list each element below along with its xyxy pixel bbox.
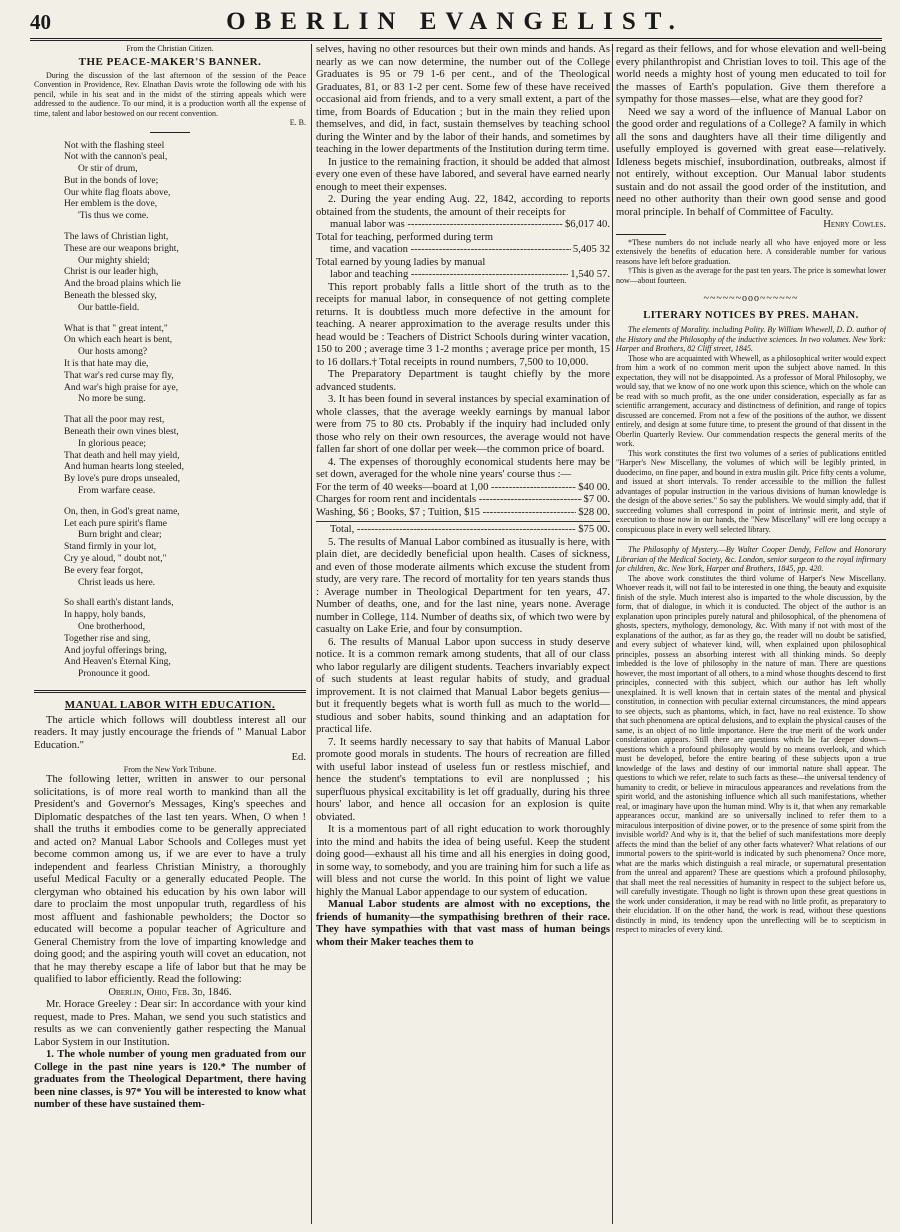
poem-line: And Heaven's Eternal King, — [64, 657, 171, 668]
paragraph: Need we say a word of the influence of Manual Labor on the good order and regulations of a College? A family in which all the sons and daughters have all their time diligently and usefully employed is governed with great ease—relatively. Idleness begets mischief, insubordination, outbreaks, almost if not entirely, without exception. Our Manual labor students sustain and do not assail the good order of the institution, and need no other authority than their own good sense and good moral principle. In behalf of Committee of Faculty. — [616, 106, 886, 218]
paragraph: 4. The expenses of thoroughly economical students here may be set down, averaged for the whole nine years' course thus :— — [316, 456, 610, 480]
poem-line: By love's pure drops unsealed, — [64, 474, 180, 485]
column-divider — [311, 44, 312, 1224]
paragraph: 2. During the year ending Aug. 22, 1842, according to reports obtained from the students, the amount of their receipts for — [316, 194, 610, 218]
poem-line: Burn bright and clear; — [78, 530, 162, 541]
divider — [616, 234, 666, 235]
column-right — [616, 44, 886, 1224]
paragraph: selves, having no other resources but their own minds and hands. As nearly as we can now determine, the number out of the College Graduates is 95 or 79 1-6 per cent., and of the Theological Graduates, 81, or 83 1-2 per cent. Some few of these have received occasional aid from friends, and to a very small extent, a part of the time, from Boards of Education ; but in the main they relied upon themselves, and did, in fact, sustain themselves by teaching school during the Winter and by the labor of their hands, and sometimes by teaching in the lower departments of the Institution during term time. — [316, 44, 610, 155]
stanza — [64, 598, 306, 681]
expense-row — [316, 494, 610, 507]
poem-line: Stand firmly in your lot, — [64, 542, 157, 553]
masthead — [30, 8, 880, 38]
paragraph: This report probably falls a little short of the truth as to the receipts for manual labor, in consequence of not getting complete returns. It is doubtless much more defective in the amount for teaching. A nearer approximation to the average results under this head would be : Teachers of District Schools during winter vacation, 150 to 200 ; average time 3 1-2 months ; average price per month, 15 to 16 dollars.† Total receipts in round numbers, 7,500 to 10,000. — [316, 281, 610, 368]
poem-line: And war's high praise for aye, — [64, 382, 179, 393]
divider — [616, 539, 886, 540]
poem-line: In happy, holy bands, — [64, 610, 146, 621]
poem-line: That all the poor may rest, — [64, 415, 165, 426]
salutation: Mr. Horace Greeley : Dear sir: In accordance with your kind request, made to Pres. Mahan, we send you such statistics and results as we can conveniently gather respecting the Manual Labor System in our Institution. — [34, 999, 306, 1048]
row-label: Total for teaching, performed during term — [316, 231, 493, 243]
expense-row — [316, 482, 610, 495]
row-label: Total, ----- — [330, 524, 576, 537]
row-label: time, and vacation ----- — [330, 244, 571, 257]
poem-line: These are our weapons bright, — [64, 243, 179, 254]
stanza — [64, 141, 306, 224]
row-label: Charges for room rent and incidentals ----- — [316, 494, 582, 507]
poem-line: And joyful offerings bring, — [64, 645, 167, 656]
section-title: LITERARY NOTICES BY PRES. MAHAN. — [643, 310, 859, 321]
poem-line: On, then, in God's great name, — [64, 506, 180, 517]
paragraph: regard as their fellows, and for whose elevation and well-being every philanthropist and Christian loves to toil. This age of the world needs a mighty host of young men educated to toil for the masses of Earth's population. Give them therefore a sympathy for those masses—else, what are they good for? — [616, 44, 886, 105]
poem-line: Christ leads us here. — [78, 577, 156, 588]
poem-line: Not with the flashing steel — [64, 140, 165, 151]
paragraph: It is a momentous part of all right education to work thoroughly into the mind and habits the idea of being useful. Keep the student doing good—exhaust all his time and all his energies in doing good, in some way, to somebody, and you are training him for such a life as will bless and not curse the world. In this point of light we value highly the Manual Labor appendage to our system of education. — [316, 824, 610, 898]
paragraph: 5. The results of Manual Labor combined as itusually is here, with plain diet, are decidedly beneficial upon health. Cases of sickness, and even of those moderate ailments which excuse the student from study, are very rare. The record of mortality for ten years stands thus : Average number in Theological Department for ten years, 47. Number of deaths, one, and for the last nine, years none. Average number in College, 114. Number of deaths six, of which two were by casualty on Lake Erie, and four by consumption. — [316, 536, 610, 635]
footnote: *These numbers do not include nearly all who have enjoyed more or less extensively the benefits of education here. A considerable number for various reasons have left before graduation. — [616, 237, 886, 266]
stanza — [64, 232, 306, 315]
book-citation: The elements of Morality. including Polity. By William Whewell, D. D. author of the History and the Philosophy of the inductive sciences. In two volumes. New York: Harper and Brothers, 82 Cliff street, 1845. — [616, 325, 886, 353]
receipts-row — [316, 219, 610, 232]
review-paragraph: This work constitutes the first two volumes of a series of publications entitled "Harper's New Miscellany, the volumes of which will be legibly printed, in duodecimo, on fine paper, and bound in extra muslin gilt. Price fifty cents a volume, and issued at short intervals. To render accessible to the million the fullest advantages of popular instruction in the various divisions of human knowledge is the design of the above series." So say the publishers. We would simply add, that if succeeding volumes shall correspond in point of intrinsic merit, and style of execution to those now in our hands, the "New Miscellany" will ere long occupy a conspicuous place in every well selected library. — [616, 448, 886, 534]
source-line: From the New York Tribune. — [123, 764, 217, 774]
row-value: 1,540 57. — [570, 269, 610, 280]
poem-line: That death and hell may yield, — [64, 450, 180, 461]
row-label: Total earned by young ladies by manual — [316, 256, 486, 268]
poem-intro: During the discussion of the last afternoon of the session of the Peace Convention in Providence, Rev. Elnathan Davis wrote the following ode with his pencil, while in his seat and in the midst of the stirring appeals which were addressed to the audience. To our mind, it is a production worth all the expense of time, talent and labor bestowed on our recent convention. — [34, 70, 306, 118]
row-label: For the term of 40 weeks—board at 1,00 ----- — [316, 482, 576, 495]
poem-line: So shall earth's distant lands, — [64, 598, 174, 609]
poem-line: What is that " great intent," — [64, 323, 168, 334]
row-label: Washing, $6 ; Books, $7 ; Tuition, $15 ----- — [316, 507, 576, 520]
row-value: $40 00. — [578, 481, 610, 493]
row-label: labor and teaching ----- — [330, 269, 568, 282]
masthead-rule — [30, 38, 882, 41]
poem-line: No more be sung. — [78, 394, 146, 405]
paragraph: Manual Labor students are almost with no exceptions, the friends of humanity—the sympathising brethren of their race. They have sympathies with that vast mass of human beings whom their Maker teaches them to — [316, 899, 610, 948]
poem-line: On which each heart is bent, — [64, 335, 173, 346]
article-title: MANUAL LABOR WITH EDUCATION. — [64, 698, 276, 711]
column-middle — [316, 44, 610, 1224]
stanza — [64, 507, 306, 590]
intro-signature: E. B. — [289, 118, 306, 127]
stanza — [64, 415, 306, 498]
paragraph: 6. The results of Manual Labor upon success in study deserve notice. It is a common remark among students, that all of our class who labor regularly are diligent students. Teachers invariably expect of such students at least regular habits of study, and gradual improvement. It is not claimed that Manual Labor begets genius—but it frequently begets what is worth full as much to the world—studious and sober habits, sound thinking and an adaptation for practical life. — [316, 636, 610, 735]
poem-line: One brotherhood, — [78, 621, 146, 632]
poem-line: Together rise and sing, — [64, 633, 151, 644]
row-value: 5,405 32 — [572, 244, 610, 255]
paragraph: The following letter, written in answer to our personal solicitations, is of more real worth to mankind than all the President's and Governor's Messages, King's speeches and Diplomatic despatches of the last ten years. When, O when ! shall the truths it embodies come to be generally appreciated and acted on? Manual Labor Schools and Colleges must yet become common among us, if we are ever to have a truly independent and fearless Christian Ministry, a thoroughly useful Medical Faculty or a generally educated People. The clergyman who obtained his education by his own labor will dare to proclaim the most unpopular truth, regardless of his most affluent and fashionable pewholders; the Doctor so educated will become a popular teacher of Agriculture and General Chemistry from the love of imparting knowledge and doing good; and the aspiring youth will covet an education, not that he may thereby escape a life of labor but that he may be qualified to labor efficiently. Read the following: — [34, 774, 306, 986]
paragraph: 7. It seems hardly necessary to say that habits of Manual Labor promote good morals in students. The hours of recreation are filled with useful labor instead of useless fun or restless mischief, and hence the student's temptations to evil are nonplussed ; his superfluous physical excitability is let off gradually, during his three hours' labor, and hence all occasion for an explosion is quite obviated. — [316, 736, 610, 823]
poem-line: It is that hate may die, — [64, 359, 149, 370]
row-value: $7 00. — [583, 494, 610, 505]
poem-line: Pronounce it good. — [78, 669, 151, 680]
row-value: $75 00. — [578, 524, 610, 535]
poem-line: But in the bonds of love; — [64, 175, 159, 186]
page-number: 40 — [30, 10, 51, 34]
receipts-row — [316, 269, 610, 282]
poem-line: Beneath their own vines blest, — [64, 427, 179, 438]
review-paragraph: Those who are acquainted with Whewell, as a philosophical writer would expect from him a work of no common merit upon the subject above named. In this expectation, they will not be disappointed. As a professor of Moral Philosophy, we would say, that we know of no one work upon this science, which on the whole can be read with so much profit, as the one under consideration, especially as far as scientific arrangement, accuracy and distinctness of definition, and range of topics discussed are concerned. From not a few of the positions of the author, we dissent entirely, and design at some future time, to present the ground of that dissent in the Oberlin Quarterly Review. Our commendation respects the general merits of the work. — [616, 353, 886, 448]
poem-line: And the broad plains which lie — [64, 279, 181, 290]
row-value: $28 00. — [578, 506, 610, 518]
poem-line: Our mighty shield; — [78, 255, 150, 266]
paragraph: 1. The whole number of young men graduated from our College in the past nine years is 120.* The number of graduates from the Theological Department, there having been nine classes, is 97* You will be interested to know what number of these have sustained them- — [34, 1049, 306, 1111]
poem-line: From warfare cease. — [78, 486, 156, 497]
poem-line: Let each pure spirit's flame — [64, 518, 168, 529]
poem-line: Christ is our leader high, — [64, 267, 159, 278]
paragraph: In justice to the remaining fraction, it should be added that almost every one even of these have labored, and several have earned nearly enough to meet their expenses. — [316, 156, 610, 193]
section-divider — [34, 690, 306, 693]
expense-total-row — [316, 524, 610, 537]
page-title: OBERLIN EVANGELIST. — [226, 8, 684, 35]
poem — [64, 141, 306, 681]
poem-line: 'Tis thus we come. — [78, 211, 149, 222]
divider — [150, 132, 190, 133]
poem-line: The laws of Christian light, — [64, 232, 169, 243]
poem-line: And human hearts long steeled, — [64, 462, 185, 473]
poem-line: Cry ye aloud, " doubt not," — [64, 554, 167, 564]
poem-title: THE PEACE-MAKER'S BANNER. — [78, 55, 262, 68]
column-left — [34, 44, 306, 1224]
stanza — [64, 324, 306, 407]
poem-line: Her emblem is the dove, — [64, 199, 158, 210]
poem-line: That war's red curse may fly, — [64, 370, 174, 381]
signature: Henry Cowles. — [823, 219, 886, 230]
editor-signature: Ed. — [291, 752, 306, 764]
paragraph: The Preparatory Department is taught chiefly by the more advanced students. — [316, 369, 610, 393]
expense-row — [316, 507, 610, 523]
book-citation: The Philosophy of Mystery.—By Walter Cooper Dendy, Fellow and Honorary Librarian of the Medical Society, &c. London, senior surgeon to the royal infirmary for children, &c. New York, Harper and Brothers, 1845, pp. 420. — [616, 545, 886, 573]
poem-line: Our white flag floats above, — [64, 187, 171, 198]
poem-line: Not with the cannon's peal, — [64, 152, 168, 163]
receipts-row — [316, 244, 610, 257]
poem-line: Beneath the blessed sky, — [64, 291, 157, 302]
poem-line: Be every fear forgot, — [64, 565, 143, 576]
review-paragraph: The above work constitutes the third volume of Harper's New Miscellany. Whoever reads it, will not fail to be interested in one thing, the beauty and exquisite finish of the style. Much interest also is imparted to the whole discussion, by the form, that of dialogue, in which it is conducted. The object of the author is an explanation upon principles purely natural and philosophical, of the phenomena of ghosts, specters, mythology, demonology, &c. With many if not with most of the explanations of the author, as far as they go, the reader will no doubt be satisfied, and every subject of whatever kind, will, when explained upon philosophical principles, possess an absorbing interest with all thinking minds. So deeply imbedded is the love of philosophy in the nature of man. There are questions however, the most important of all others, to a mind whose thoughts descend to first principles, connected with this subject, which our author has left wholly unexplained. It is well known that in certain states of the mental and physical constitution, in connection with peculiar external circumstances, the mind appears to see objects, such as phantoms, which, in fact, have no real existence. To show that such phenomena are optical delusions, and to explain the physical causes of the same, is an object of no little importance. Here the true merit of the work under consideration appears. Still there are questions which lie far deeper down—questions which a profound philosophy would by no means overlook, and which must be developed, before the entire bearing of these subjects upon a true knowledge of the laws and destiny of our immortal nature shall appear. The questions to which we refer, relate to such facts as these—the universal tendency of humanity to credit, or believe in miraculous appearances and revelations from the spirit world, and the astonishing influence which all such manifestations, whether real, or imaginary have upon the human mind. Why is it, that when any remarkable appearances occur, mankind are so universally inclined to refer them to a miraculous interposition of divine power, or to the presence of some spirit from the invisible world? And why is it, that the belief of such manifestations more deeply affects the mind than the belief of any other facts whatever? What relations of our immortal powers to the spirit-world is indicated by such phenomena? Once more, what are the marks which distinguish a real miracle, or supernatural presentation from the unreal and apparent? These are questions which a profound philosophy, that shall meet the real necessities of humanity in respect to the subject before us, will carefully investigate. Though no light is thrown upon these great questions in the work under consideration, it may be read with no little profit, as preparatory to their elucidation. If on the other hand, the work is read, without these questions distinctly in mind, its tendency upon the unreflecting will be to scepticism in respect to miracles of every kind. — [616, 573, 886, 934]
source-line: From the Christian Citizen. — [126, 44, 214, 53]
row-label: manual labor was ----- — [330, 219, 563, 232]
poem-line: Our hosts among? — [78, 347, 148, 358]
poem-line: In glorious peace; — [78, 438, 147, 449]
editor-note: The article which follows will doubtless interest all our readers. It may justly encourage the friends of " Manual Labor Education." — [34, 714, 306, 751]
footnote: †This is given as the average for the past ten years. The price is somewhat lower now—about fourteen. — [616, 266, 886, 285]
poem-line: Our battle-field. — [78, 302, 140, 313]
column-divider — [612, 44, 613, 1224]
dateline: Oberlin, Ohio, Feb. 3d, 1846. — [108, 986, 232, 998]
row-value: $6,017 40. — [564, 219, 610, 230]
paragraph: 3. It has been found in several instances by special examination of whole classes, that the average weekly earnings by manual labor were from 75 to 80 cts. Probably if the inquiry had included only those who rely on their own resources, the average would not have fallen far short of one dollar per week—the common price of board. — [316, 394, 610, 455]
ornament-divider: ~~~~~~ooo~~~~~~ — [703, 293, 799, 304]
poem-line: Or stir of drum, — [78, 164, 138, 175]
